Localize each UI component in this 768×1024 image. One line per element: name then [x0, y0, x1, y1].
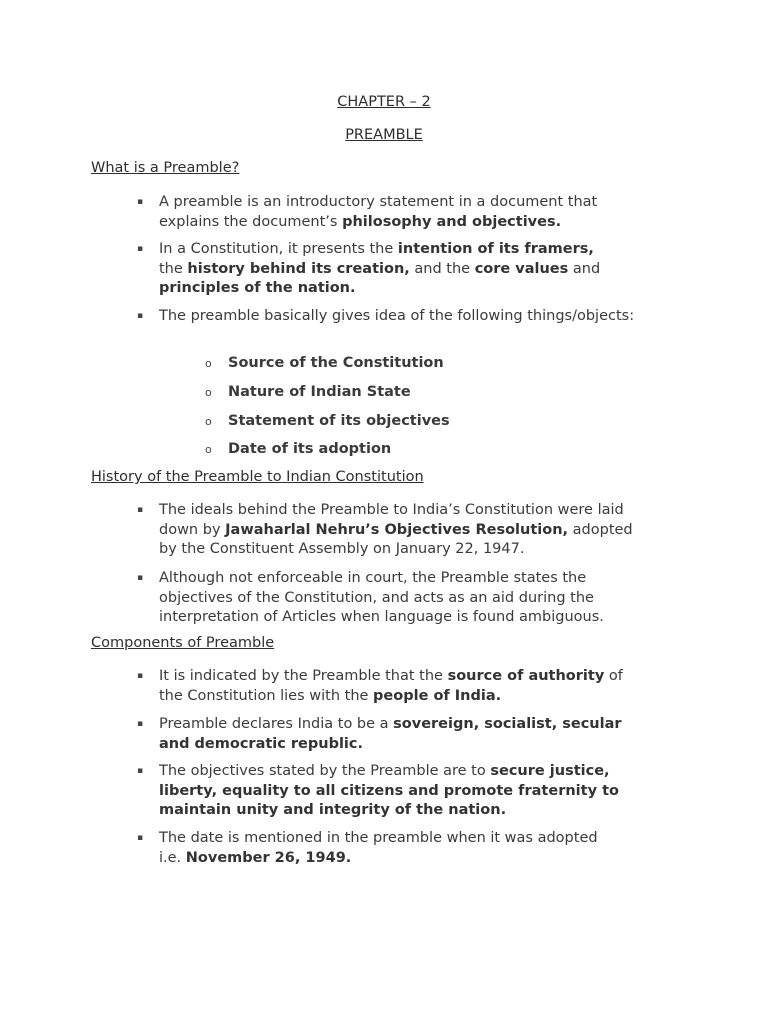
bullet-item	[137, 307, 647, 327]
bullet-icon: ▪	[137, 311, 144, 321]
bullet-icon: ▪	[137, 671, 144, 681]
bullet-icon: ▪	[137, 719, 144, 729]
bullet-text: In a Constitution, it presents the intention of its framers, the history behind its creation, and the core values and principles of the nation.	[159, 241, 601, 296]
bullet-text: The objectives stated by the Preamble are to secure justice, liberty, equality to all citizens and promote fraternity to maintain unity and integrity of the nation.	[159, 763, 619, 818]
bullet-icon: ▪	[137, 833, 144, 843]
sub-list-item: o Statement of its objectives	[205, 411, 450, 432]
sub-list-item: o Source of the Constitution	[205, 353, 444, 374]
bullet-text: Preamble declares India to be a sovereign, socialist, secular and democratic republic.	[159, 716, 622, 752]
chapter-heading: CHAPTER – 2	[337, 94, 431, 110]
section-heading-history: History of the Preamble to Indian Constitution	[91, 469, 424, 485]
bullet-item	[137, 501, 647, 560]
bullet-item	[137, 762, 647, 821]
bullet-icon: ▪	[137, 766, 144, 776]
bullet-text: Although not enforceable in court, the Preamble states the objectives of the Constitution, and acts as an aid during the interpretation of Articles when language is found ambiguous.	[159, 570, 604, 625]
bullet-item	[137, 240, 647, 299]
circle-bullet-icon: o	[205, 357, 212, 370]
bullet-text: The ideals behind the Preamble to India’s Constitution were laid down by Jawaharlal Nehru’s Objectives Resolution, adopted by the Constituent Assembly on January 22, 1947.	[159, 502, 633, 557]
bullet-item	[137, 829, 647, 868]
circle-bullet-icon: o	[205, 415, 212, 428]
circle-bullet-icon: o	[205, 443, 212, 456]
section-heading-components: Components of Preamble	[91, 635, 275, 651]
sub-list-item: o Date of its adoption	[205, 439, 391, 460]
bullet-text: A preamble is an introductory statement in a document that explains the document’s philosophy and objectives.	[159, 194, 598, 230]
bullet-icon: ▪	[137, 505, 144, 515]
bullet-item	[137, 193, 647, 232]
bullet-icon: ▪	[137, 197, 144, 207]
section-heading-what-is-preamble: What is a Preamble?	[91, 160, 240, 176]
bullet-text: It is indicated by the Preamble that the source of authority of the Constitution lies with the people of India.	[159, 668, 623, 704]
bullet-item	[137, 715, 647, 754]
bullet-item	[137, 667, 647, 706]
page-title: PREAMBLE	[345, 127, 423, 143]
bullet-icon: ▪	[137, 244, 144, 254]
circle-bullet-icon: o	[205, 386, 212, 399]
sub-list-item: o Nature of Indian State	[205, 382, 411, 403]
bullet-item	[137, 569, 647, 628]
bullet-text: The preamble basically gives idea of the following things/objects:	[159, 308, 635, 324]
bullet-icon: ▪	[137, 573, 144, 583]
bullet-text: The date is mentioned in the preamble when it was adopted i.e. November 26, 1949.	[159, 830, 598, 866]
